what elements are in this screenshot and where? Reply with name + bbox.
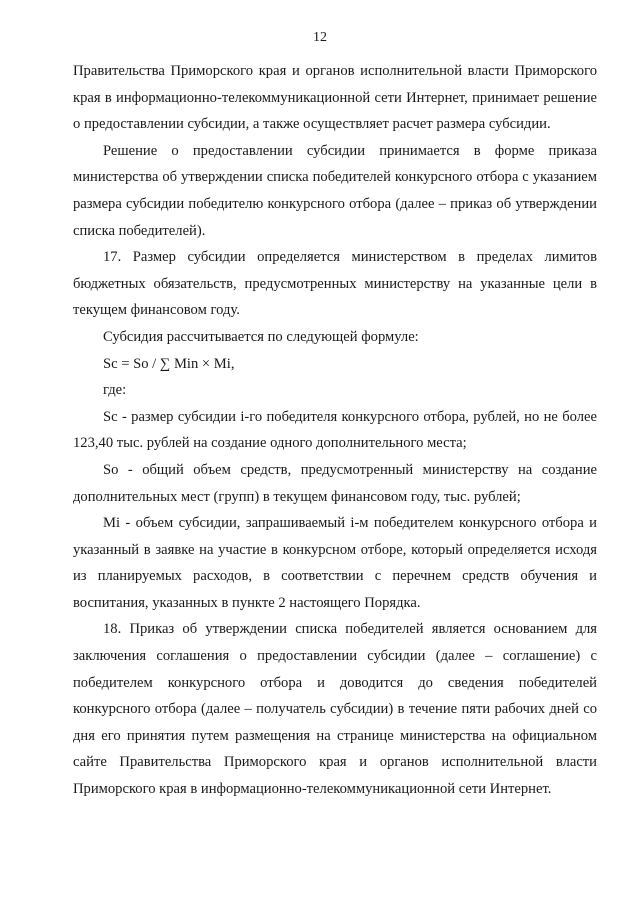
paragraph-decision: Решение о предоставлении субсидии принимается в форме приказа министерства об утверждении списка победителей конкурсного отбора с указанием размера субсидии победителю конкурсного отбора (далее – приказ об утверждении списка победителей). xyxy=(73,142,597,239)
paragraph-item-18: 18. Приказ об утверждении списка победителей является основанием для заключения соглашения о предоставлении субсидии (далее – соглашение) с победителем конкурсного отбора и доводится до сведения победителей конкурсного отбора (далее – получатель субсидии) в течение пяти рабочих дней со дня его принятия путем размещения на странице министерства на официальном сайте Правительства Приморского края и органов исполнительной власти Приморского края в информационно-телекоммуникационной сети Интернет. xyxy=(73,621,597,798)
paragraph-def-sc: Sc - размер субсидии i-го победителя конкурсного отбора, рублей, но не более 123,40 тыс. рублей на создание одного дополнительного места; xyxy=(73,408,597,452)
paragraph-formula: Sc = So / ∑ Min × Mi, xyxy=(103,355,235,372)
document-body xyxy=(73,58,597,803)
paragraph-formula-intro: Субсидия рассчитывается по следующей формуле: xyxy=(103,328,419,345)
paragraph-def-mi: Mi - объем субсидии, запрашиваемый i-м победителем конкурсного отбора и указанный в заявке на участие в конкурсном отборе, который определяется исходя из планируемых расходов, в соответствии с перечнем средств обучения и воспитания, указанных в пункте 2 настоящего Порядка. xyxy=(73,515,597,611)
page-number: 12 xyxy=(313,30,327,45)
paragraph-continuation: Правительства Приморского края и органов исполнительной власти Приморского края в информационно-телекоммуникационной сети Интернет, принимает решение о предоставлении субсидии, а также осуществляет расчет размера субсидии. xyxy=(73,63,597,133)
paragraph-def-so: So - общий объем средств, предусмотренный министерству на создание дополнительных мест (групп) в текущем финансовом году, тыс. рублей; xyxy=(73,461,597,505)
paragraph-where: где: xyxy=(103,382,127,399)
paragraph-item-17: 17. Размер субсидии определяется министерством в пределах лимитов бюджетных обязательств, предусмотренных министерству на указанные цели в текущем финансовом году. xyxy=(73,249,597,319)
